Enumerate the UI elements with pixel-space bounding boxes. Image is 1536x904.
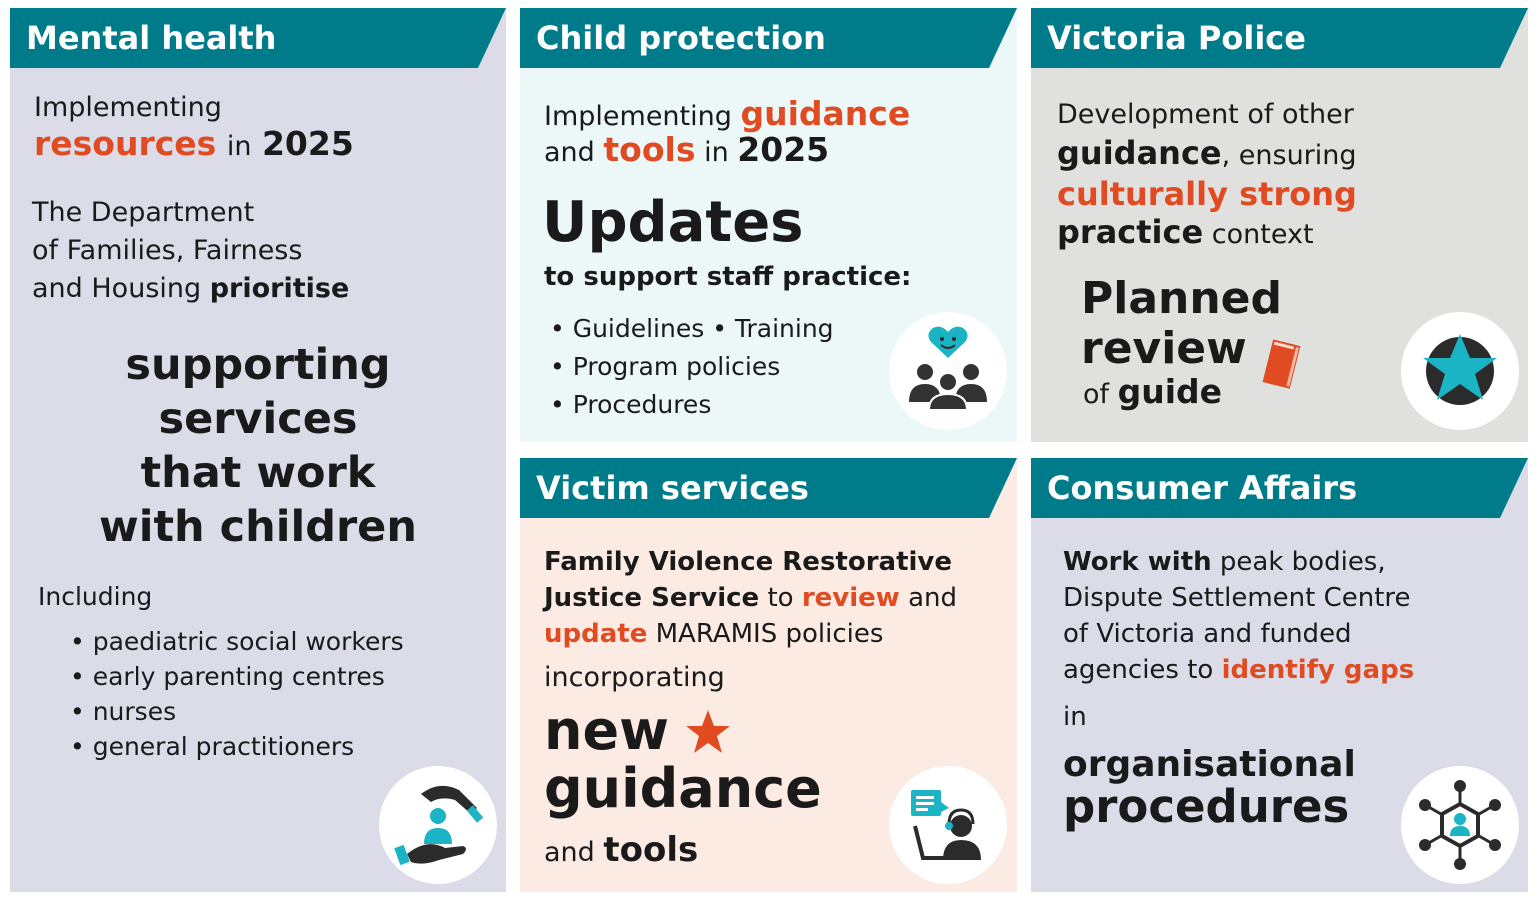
vs-incorporating: incorporating: [544, 662, 725, 693]
ca-text: Work with peak bodies, Dispute Settlement Centre of Victoria and funded agencies to identify gaps: [1063, 547, 1415, 685]
list-item: • general practitioners: [70, 729, 404, 764]
group-heart-icon: [889, 312, 1007, 430]
star-icon: [684, 708, 732, 756]
cp-support: to support staff practice:: [544, 262, 912, 292]
support-agent-icon: [889, 766, 1007, 884]
vs-new-guidance: new guidance: [544, 699, 822, 820]
mh-list: [70, 624, 404, 764]
victim-services-panel: [520, 458, 1017, 892]
victoria-police-title: Victoria Police: [1047, 19, 1306, 57]
vp-of-guide: of guide: [1083, 372, 1223, 411]
vs-text: Family Violence Restorative Justice Service to review and update MARAMIS policies: [544, 547, 957, 649]
child-protection-title: Child protection: [536, 19, 826, 57]
victim-services-title: Victim services: [536, 469, 809, 507]
list-item: • nurses: [70, 694, 404, 729]
list-item: • Guidelines • Training: [550, 314, 834, 343]
hands-care-icon: [379, 766, 497, 884]
vp-planned-review: Planned review: [1081, 273, 1283, 374]
star-badge-icon: [1401, 312, 1519, 430]
cp-list: [550, 310, 834, 424]
child-protection-panel: [520, 8, 1017, 442]
mh-implementing: Implementing: [34, 92, 222, 123]
ca-organisational: organisational: [1063, 744, 1356, 785]
vs-and-tools: and tools: [544, 830, 699, 870]
consumer-affairs-panel: [1031, 458, 1528, 892]
network-hub-icon: [1401, 766, 1519, 884]
ca-in: in: [1063, 702, 1087, 732]
consumer-affairs-title: Consumer Affairs: [1047, 469, 1358, 507]
mental-health-title: Mental health: [26, 19, 277, 57]
list-item: • early parenting centres: [70, 659, 404, 694]
mh-including: Including: [38, 582, 153, 611]
ca-procedures: procedures: [1063, 780, 1350, 833]
list-item: • Procedures: [550, 390, 712, 419]
mental-health-panel: [10, 8, 506, 892]
cp-updates: Updates: [542, 190, 804, 255]
cp-implementing-line: Implementing guidance: [544, 94, 911, 133]
mh-department: The Department of Families, Fairness and Housing prioritise: [32, 197, 350, 304]
list-item: • paediatric social workers: [70, 624, 404, 659]
book-icon: [1257, 336, 1305, 396]
victoria-police-panel: [1031, 8, 1528, 442]
vp-text: Development of other guidance, ensuring culturally strong practice context: [1057, 99, 1357, 251]
mh-supporting-services: supporting services that work with children: [99, 340, 417, 552]
mh-resources-line: resources in 2025: [34, 124, 354, 163]
list-item: • Program policies: [550, 352, 781, 381]
cp-tools-line: and tools in 2025: [544, 130, 830, 169]
